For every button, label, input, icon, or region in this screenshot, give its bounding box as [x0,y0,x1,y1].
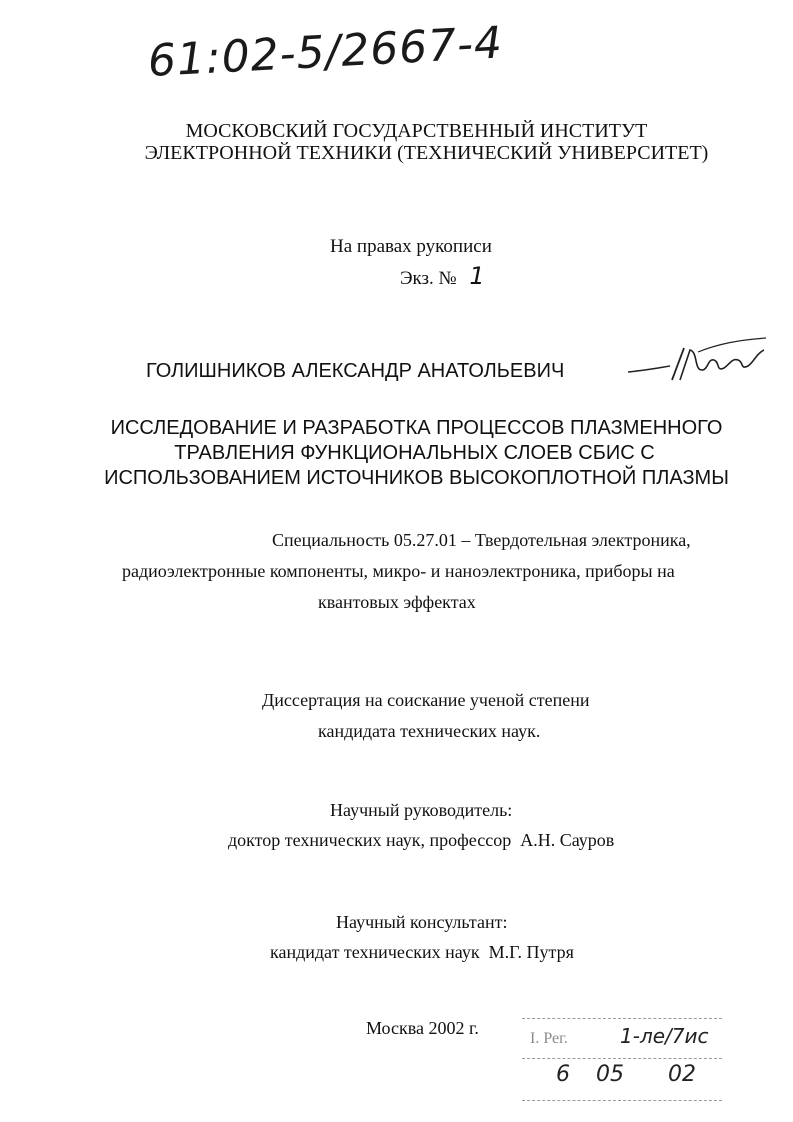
dissertation-title-line-1: ИССЛЕДОВАНИЕ И РАЗРАБОТКА ПРОЦЕССОВ ПЛАЗМЕННОГО [110,417,723,439]
supervisor-name: доктор технических наук, профессор А.Н. Сауров [228,830,615,850]
city-year: Москва 2002 г. [366,1018,479,1038]
dissertation-title-line-2: ТРАВЛЕНИЯ ФУНКЦИОНАЛЬНЫХ СЛОЕВ СБИС С [174,442,655,464]
copy-label: Экз. № [400,268,457,289]
stamp-divider [522,1058,722,1059]
supervisor-label: Научный руководитель: [330,800,513,820]
stamp-year: 02 [668,1062,696,1087]
manuscript-rights: На правах рукописи [330,236,492,257]
institution-line-1: МОСКОВСКИЙ ГОСУДАРСТВЕННЫЙ ИНСТИТУТ [185,120,648,142]
copy-number-line [400,262,485,290]
stamp-bottom-border [522,1100,722,1101]
degree-line-1: Диссертация на соискание ученой степени [262,690,590,710]
consultant-name: кандидат технических наук М.Г. Путря [270,942,574,962]
library-stamp [516,1018,746,1118]
author-name: ГОЛИШНИКОВ АЛЕКСАНДР АНАТОЛЬЕВИЧ [146,360,565,382]
author-signature [628,330,768,390]
copy-number: 1 [469,262,485,290]
specialty-line-1: Специальность 05.27.01 – Твердотельная электроника, [272,530,691,550]
stamp-day: 6 [556,1062,570,1087]
specialty-line-2: радиоэлектронные компоненты, микро- и наноэлектроника, приборы на [122,561,675,581]
consultant-label: Научный консультант: [336,912,508,932]
specialty-line-3: квантовых эффектах [318,592,476,612]
stamp-printed-text: I. Рег. [530,1030,568,1047]
stamp-month: 05 [596,1062,624,1087]
stamp-handwritten-line-1: 1-ле/7ис [620,1024,709,1048]
institution-line-2: ЭЛЕКТРОННОЙ ТЕХНИКИ (ТЕХНИЧЕСКИЙ УНИВЕРСИТЕТ) [144,142,709,164]
stamp-border [522,1018,722,1019]
degree-line-2: кандидата технических наук. [318,721,541,741]
catalog-number: 61:02-5/2667-4 [146,17,505,87]
dissertation-title-line-3: ИСПОЛЬЗОВАНИЕМ ИСТОЧНИКОВ ВЫСОКОПЛОТНОЙ ПЛАЗМЫ [104,467,729,489]
